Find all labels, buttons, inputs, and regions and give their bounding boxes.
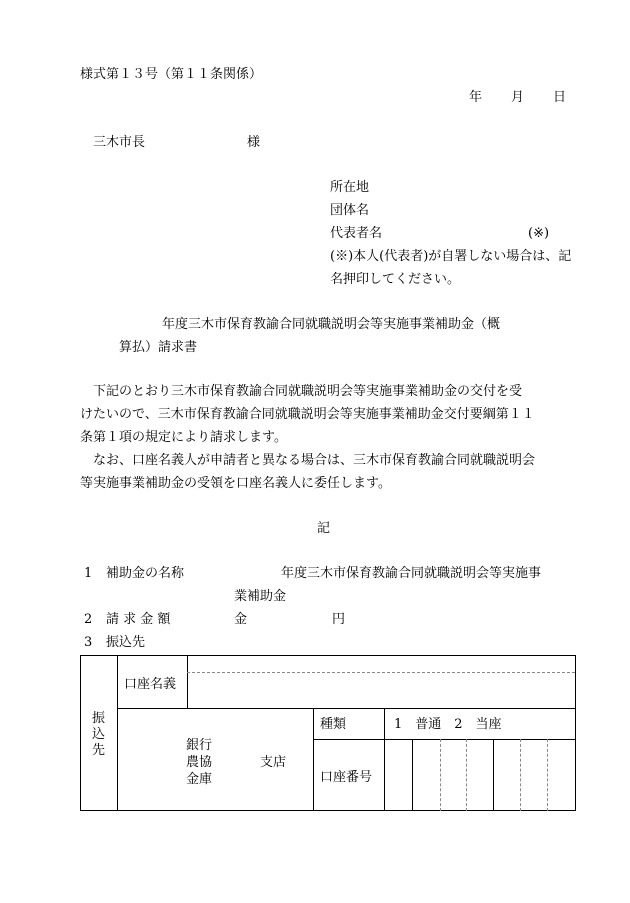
account-holder-label: 口座名義 xyxy=(124,677,177,692)
item2-label: 請 求 金 額 xyxy=(106,612,171,627)
form-number: 様式第１３号（第１１条関係） xyxy=(80,67,263,82)
title-line-2: 算払）請求書 xyxy=(119,340,198,355)
acct-cell-2 xyxy=(440,739,441,811)
addressee-name: 三木市長 xyxy=(93,135,146,150)
note-line-2: 名押印してください。 xyxy=(330,272,461,287)
item1-value-line2: 業補助金 xyxy=(234,589,287,604)
ki-heading: 記 xyxy=(317,521,331,536)
type-label: 種類 xyxy=(320,717,347,732)
type-label-divider xyxy=(384,708,385,811)
date-month: 月 xyxy=(511,90,525,105)
holder-divider xyxy=(187,655,188,709)
seal-mark: (※) xyxy=(528,226,550,241)
side-label-1: 振 xyxy=(92,711,106,726)
bank-divider xyxy=(313,708,314,811)
body-p1-line3: 条第１項の規定により請求します。 xyxy=(80,430,287,445)
bank-option-kinko: 金庫 xyxy=(186,772,213,787)
date-year: 年 xyxy=(469,90,483,105)
item2-prefix: 金 xyxy=(234,612,248,627)
holder-dashed xyxy=(187,672,575,673)
acct-cell-3 xyxy=(466,739,467,811)
item1-num: 1 xyxy=(84,566,93,581)
branch-label: 支店 xyxy=(260,755,287,770)
item1-label: 補助金の名称 xyxy=(106,566,185,581)
org-label: 団体名 xyxy=(330,203,370,218)
body-p2-line2: 等実施事業補助金の受領を口座名義人に委任します。 xyxy=(80,476,391,491)
rep-label: 代表者名 xyxy=(330,226,383,241)
table-border-right xyxy=(575,655,576,811)
date-day: 日 xyxy=(553,90,567,105)
item2-num: 2 xyxy=(84,612,93,627)
bank-option-nokyo: 農協 xyxy=(186,755,213,770)
addressee-honorific: 様 xyxy=(247,135,261,150)
account-number-label: 口座番号 xyxy=(320,770,373,785)
type-options: 1 普通 2 当座 xyxy=(394,717,502,732)
body-p1-line1: 下記のとおり三木市保育教諭合同就職説明会等実施事業補助金の交付を受 xyxy=(93,384,523,399)
table-border-bottom xyxy=(80,810,576,811)
acct-cell-5 xyxy=(520,739,521,811)
table-border-left xyxy=(80,655,81,811)
body-p2-line1: なお、口座名義人が申請者と異なる場合は、三木市保育教諭合同就職説明会 xyxy=(93,453,536,468)
acct-cell-1 xyxy=(412,739,413,811)
type-bottom xyxy=(313,739,575,740)
acct-cell-4 xyxy=(493,739,494,811)
side-label-3: 先 xyxy=(92,743,106,758)
title-line-1: 年度三木市保育教諭合同就職説明会等実施事業補助金（概 xyxy=(162,317,501,332)
bank-option-bank: 銀行 xyxy=(186,738,213,753)
side-divider xyxy=(117,655,118,811)
acct-cell-6 xyxy=(547,739,548,811)
item3-num: 3 xyxy=(84,635,93,650)
item2-unit: 円 xyxy=(332,612,346,627)
item3-label: 振込先 xyxy=(106,635,146,650)
table-border-top xyxy=(80,655,576,656)
holder-bottom xyxy=(117,708,575,709)
body-p1-line2: けたいので、三木市保育教諭合同就職説明会等実施事業補助金交付要綱第１１ xyxy=(80,407,535,422)
address-label: 所在地 xyxy=(330,180,370,195)
side-label-2: 込 xyxy=(92,727,106,742)
item1-value-line1: 年度三木市保育教諭合同就職説明会等実施事 xyxy=(281,566,542,581)
note-line-1: (※)本人(代表者)が自署しない場合は、記 xyxy=(330,249,572,264)
